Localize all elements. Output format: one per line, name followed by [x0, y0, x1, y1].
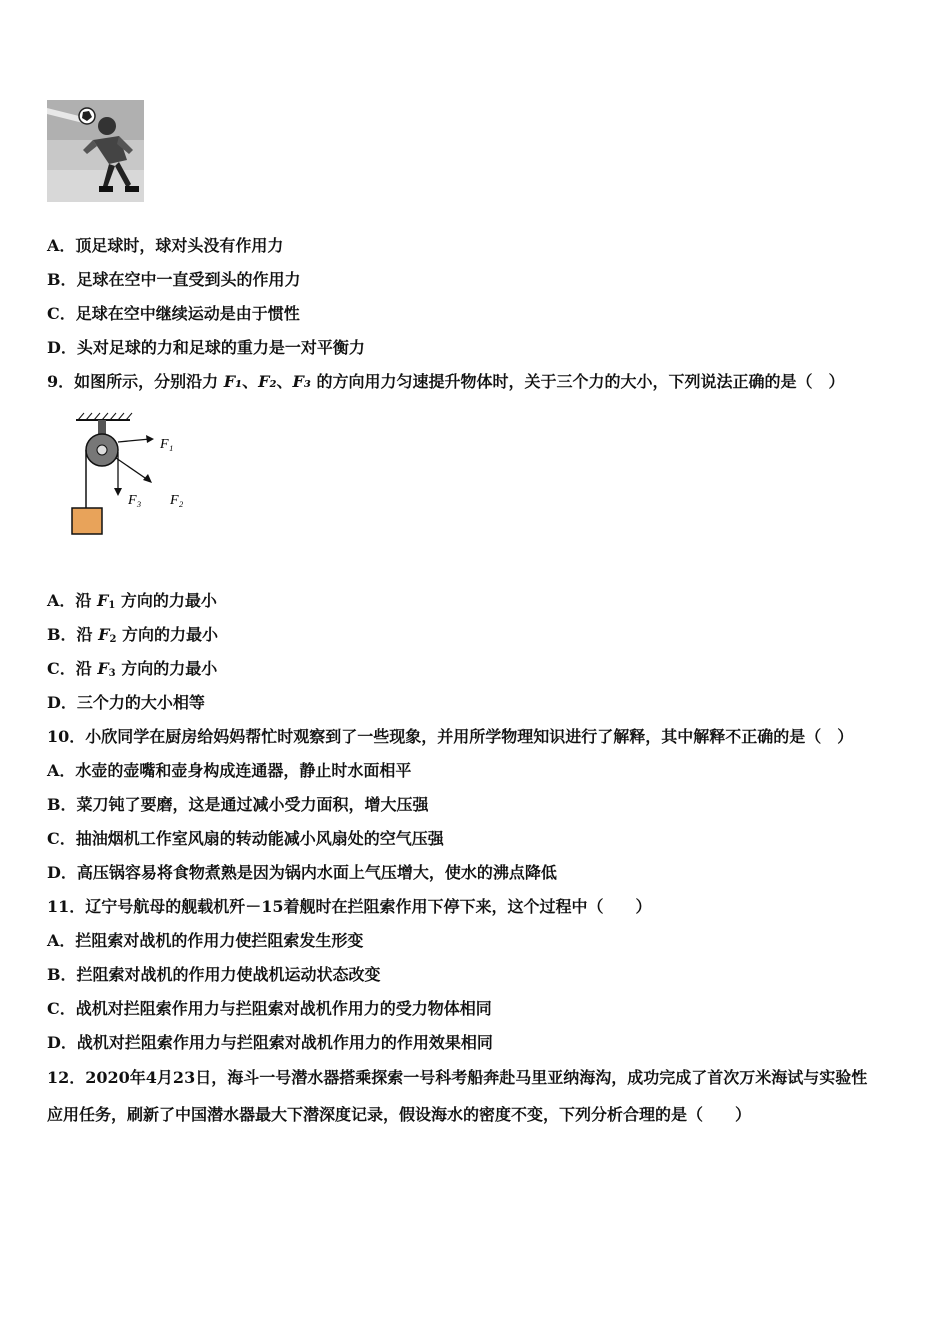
ceiling-hatching — [78, 413, 132, 420]
q12-stem-line2: 应用任务，刷新了中国潜水器最大下潜深度记录，假设海水的密度不变，下列分析合理的是（ ） — [47, 1105, 752, 1124]
q10-stem: 10．小欣同学在厨房给妈妈帮忙时观察到了一些现象，并用所学物理知识进行了解释，其中解释不正确的是（ ） — [47, 727, 854, 746]
q12-stem-line1: 12．2020年4月23日，海斗一号潜水器搭乘探索一号科考船奔赴马里亚纳海沟，成功完成了首次万米海试与实验性 — [47, 1068, 868, 1087]
q8-option-c: C．足球在空中继续运动是由于惯性 — [47, 304, 300, 323]
q9-stem-suffix: 的方向用力匀速提升物体时，关于三个力的大小，下列说法正确的是（ ） — [310, 372, 845, 391]
q10-option-c: C．抽油烟机工作室风扇的转动能减小风扇处的空气压强 — [47, 829, 444, 848]
q9-option-d: D．三个力的大小相等 — [47, 693, 205, 712]
q9-option-b-prefix: B．沿 — [47, 625, 99, 644]
q11-option-c: C．战机对拦阻索作用力与拦阻索对战机作用力的受力物体相同 — [47, 999, 492, 1018]
q9-f3-label: F₃ — [292, 372, 311, 391]
rope-f1 — [118, 439, 150, 442]
q9-f2-label: F₂ — [258, 372, 277, 391]
q9-option-c-suffix: 方向的力最小 — [115, 659, 218, 678]
q11-option-d: D．战机对拦阻索作用力与拦阻索对战机作用力的作用效果相同 — [47, 1033, 493, 1052]
q9-option-c-prefix: C．沿 — [47, 659, 98, 678]
q9-stem: 9．如图所示，分别沿力 F₁、F₂、F₃ 的方向用力匀速提升物体时，关于三个力的大小，下列说法正确的是（ ） — [47, 372, 845, 391]
f2-arrowhead — [143, 474, 152, 483]
pulley-axle — [97, 445, 107, 455]
q11-stem: 11．辽宁号航母的舰载机歼－15着舰时在拦阻索作用下停下来，这个过程中（ ） — [47, 897, 652, 916]
q8-option-d: D．头对足球的力和足球的重力是一对平衡力 — [47, 338, 365, 357]
q9-option-b — [47, 625, 218, 650]
q8-option-b: B．足球在空中一直受到头的作用力 — [47, 270, 301, 289]
q11-option-b: B．拦阻索对战机的作用力使战机运动状态改变 — [47, 965, 381, 984]
diagram-label-f1: F₁ — [160, 437, 174, 452]
weight-block — [72, 508, 102, 534]
q9-option-a-force: F — [97, 591, 109, 610]
q9-option-a-suffix: 方向的力最小 — [115, 591, 217, 610]
q9-option-a-prefix: A．沿 — [47, 591, 97, 610]
q8-option-a: A．顶足球时，球对头没有作用力 — [47, 236, 284, 255]
q9-option-a — [47, 591, 217, 616]
q9-option-c-force: F — [97, 659, 109, 678]
q9-f1-label: F₁ — [223, 372, 243, 391]
q10-option-b: B．菜刀钝了要磨，这是通过减小受力面积，增大压强 — [47, 795, 429, 814]
pulley-diagram — [66, 412, 196, 542]
q9-option-c — [47, 659, 217, 684]
diagram-label-f3: F₃ — [128, 493, 142, 508]
f3-arrowhead — [114, 488, 122, 496]
diagram-label-f2: F₂ — [170, 493, 184, 508]
f1-arrowhead — [146, 435, 154, 443]
q10-option-a: A．水壶的壶嘴和壶身构成连通器，静止时水面相平 — [47, 761, 412, 780]
q9-stem-prefix: 9．如图所示，分别沿力 — [47, 372, 224, 391]
q9-option-c-sub: 3 — [108, 668, 116, 679]
q9-option-b-suffix: 方向的力最小 — [116, 625, 219, 644]
rope-f2 — [116, 458, 148, 480]
q9-option-b-sub: 2 — [109, 634, 117, 645]
q9-option-a-sub: 1 — [108, 600, 116, 611]
q9-option-b-force: F — [98, 625, 110, 644]
soccer-header-figure — [47, 100, 144, 202]
q10-option-d: D．高压锅容易将食物煮熟是因为锅内水面上气压增大，使水的沸点降低 — [47, 863, 557, 882]
q11-option-a: A．拦阻索对战机的作用力使拦阻索发生形变 — [47, 931, 364, 950]
